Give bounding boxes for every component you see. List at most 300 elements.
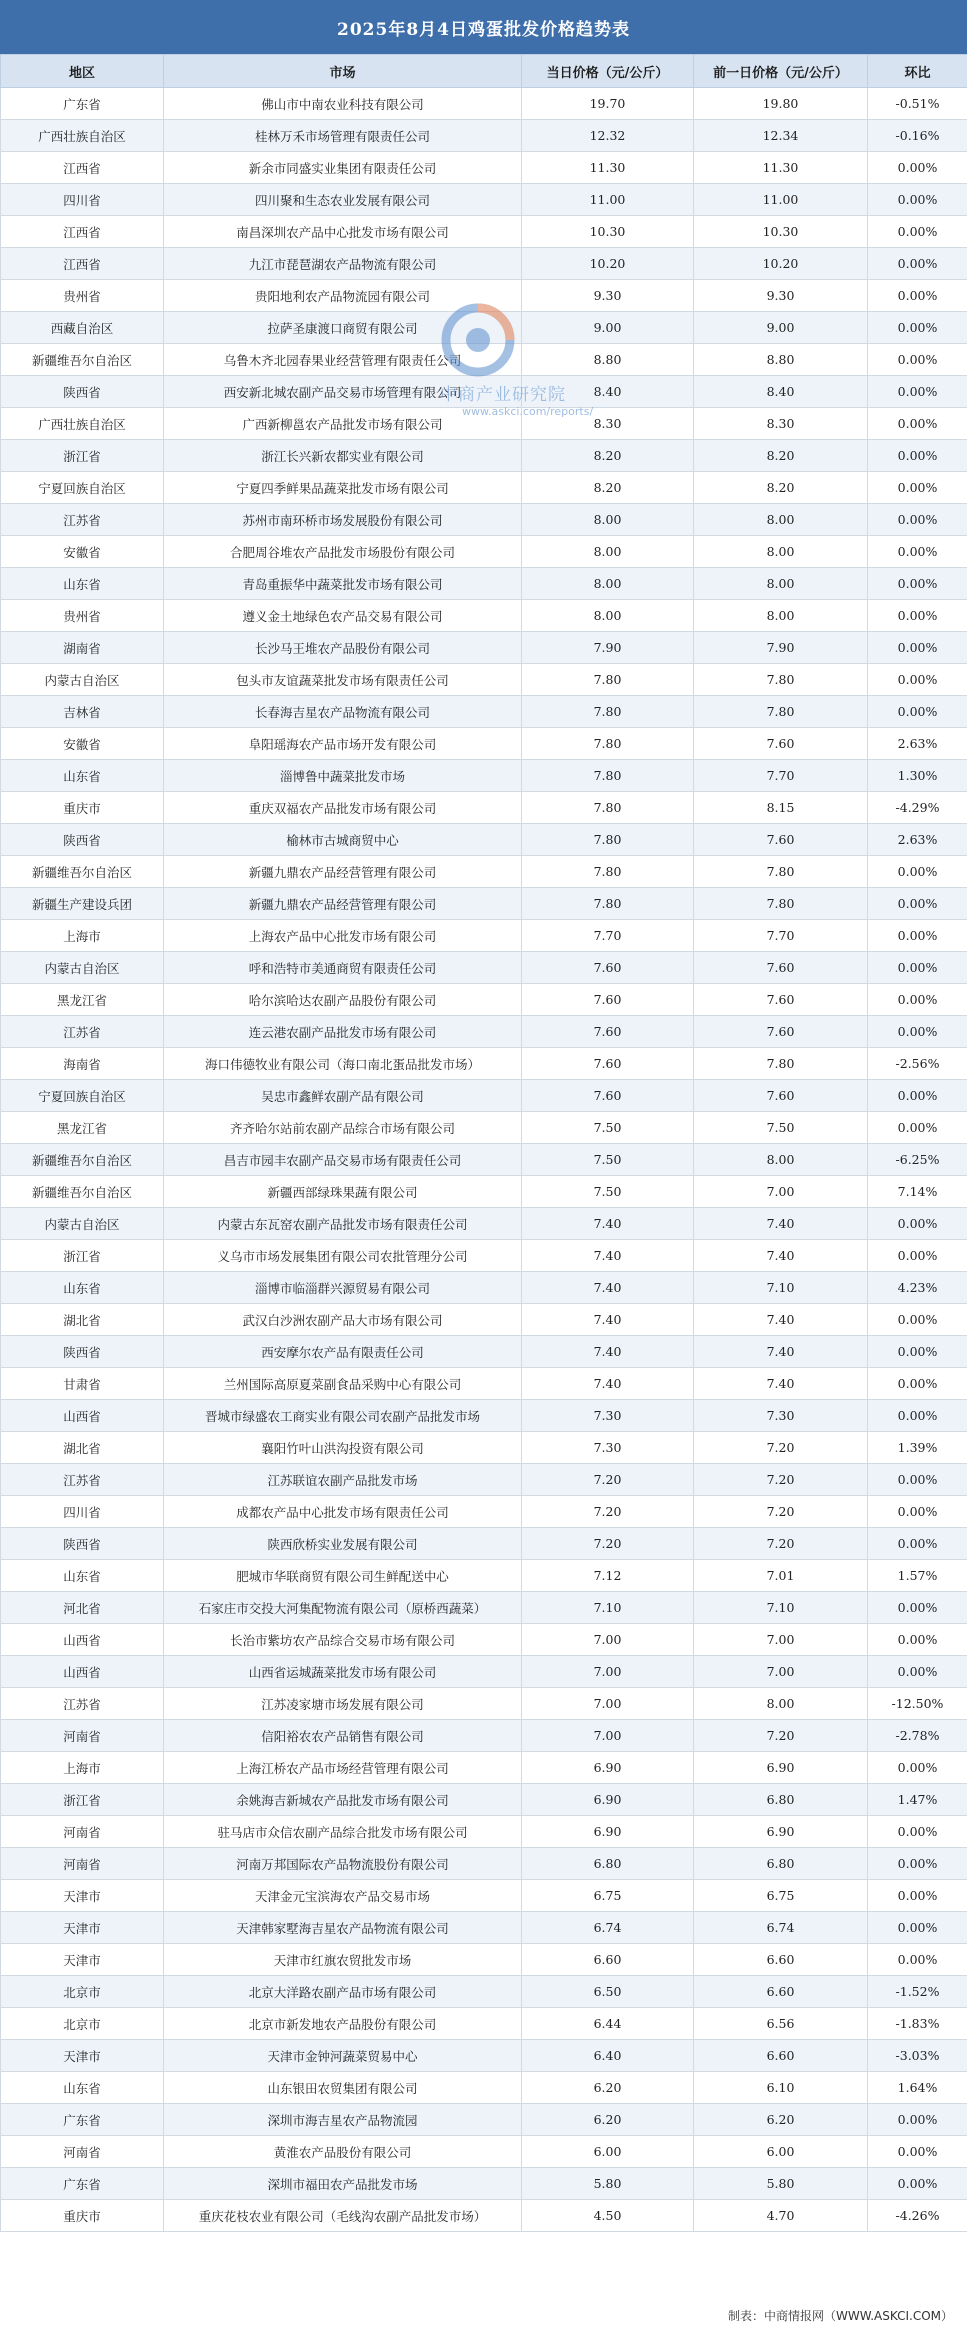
- header-today-price: 当日价格（元/公斤）: [522, 55, 694, 88]
- cell-prev-price: 7.60: [694, 824, 868, 856]
- table-row: [1, 1176, 967, 1208]
- cell-today-price: 7.80: [522, 664, 694, 696]
- cell-region: 北京市: [1, 1976, 164, 2008]
- cell-market: 贵阳地利农产品物流园有限公司: [164, 280, 522, 312]
- cell-prev-price: 7.40: [694, 1336, 868, 1368]
- cell-region: 江苏省: [1, 1688, 164, 1720]
- table-row: [1, 2200, 967, 2232]
- cell-prev-price: 10.30: [694, 216, 868, 248]
- cell-today-price: 6.50: [522, 1976, 694, 2008]
- cell-change: 0.00%: [868, 2104, 967, 2136]
- cell-change: 0.00%: [868, 696, 967, 728]
- cell-change: 4.23%: [868, 1272, 967, 1304]
- table-row: [1, 568, 967, 600]
- cell-today-price: 11.00: [522, 184, 694, 216]
- cell-change: 0.00%: [868, 1656, 967, 1688]
- cell-region: 黑龙江省: [1, 1112, 164, 1144]
- header-region: 地区: [1, 55, 164, 88]
- cell-region: 湖北省: [1, 1432, 164, 1464]
- cell-market: 上海农产品中心批发市场有限公司: [164, 920, 522, 952]
- cell-prev-price: 6.56: [694, 2008, 868, 2040]
- header-change: 环比: [868, 55, 967, 88]
- cell-region: 陕西省: [1, 376, 164, 408]
- cell-prev-price: 7.70: [694, 920, 868, 952]
- cell-prev-price: 7.40: [694, 1304, 868, 1336]
- table-row: [1, 1688, 967, 1720]
- cell-market: 海口伟德牧业有限公司（海口南北蛋品批发市场）: [164, 1048, 522, 1080]
- cell-market: 重庆花枝农业有限公司（毛线沟农副产品批发市场）: [164, 2200, 522, 2232]
- table-row: [1, 1528, 967, 1560]
- cell-change: 2.63%: [868, 728, 967, 760]
- cell-change: -1.83%: [868, 2008, 967, 2040]
- cell-prev-price: 6.90: [694, 1816, 868, 1848]
- cell-market: 长沙马王堆农产品股份有限公司: [164, 632, 522, 664]
- cell-market: 义乌市市场发展集团有限公司农批管理分公司: [164, 1240, 522, 1272]
- cell-market: 深圳市福田农产品批发市场: [164, 2168, 522, 2200]
- table-row: [1, 1048, 967, 1080]
- cell-market: 昌吉市园丰农副产品交易市场有限责任公司: [164, 1144, 522, 1176]
- cell-market: 桂林万禾市场管理有限责任公司: [164, 120, 522, 152]
- cell-change: -4.29%: [868, 792, 967, 824]
- cell-region: 天津市: [1, 1944, 164, 1976]
- cell-today-price: 8.40: [522, 376, 694, 408]
- cell-change: 0.00%: [868, 984, 967, 1016]
- cell-market: 武汉白沙洲农副产品大市场有限公司: [164, 1304, 522, 1336]
- cell-market: 山东银田农贸集团有限公司: [164, 2072, 522, 2104]
- table-row: [1, 1944, 967, 1976]
- cell-region: 山东省: [1, 760, 164, 792]
- cell-today-price: 6.90: [522, 1816, 694, 1848]
- table-row: [1, 696, 967, 728]
- cell-change: -0.51%: [868, 88, 967, 120]
- table-row: [1, 1208, 967, 1240]
- cell-prev-price: 6.60: [694, 1944, 868, 1976]
- table-row: [1, 856, 967, 888]
- cell-change: 0.00%: [868, 1208, 967, 1240]
- cell-today-price: 9.30: [522, 280, 694, 312]
- cell-market: 齐齐哈尔站前农副产品综合市场有限公司: [164, 1112, 522, 1144]
- cell-prev-price: 9.30: [694, 280, 868, 312]
- table-row: [1, 920, 967, 952]
- table-row: [1, 376, 967, 408]
- cell-market: 哈尔滨哈达农副产品股份有限公司: [164, 984, 522, 1016]
- cell-prev-price: 6.10: [694, 2072, 868, 2104]
- cell-prev-price: 7.00: [694, 1624, 868, 1656]
- cell-change: 0.00%: [868, 216, 967, 248]
- table-row: [1, 1240, 967, 1272]
- cell-region: 浙江省: [1, 1784, 164, 1816]
- cell-change: 0.00%: [868, 568, 967, 600]
- cell-today-price: 7.10: [522, 1592, 694, 1624]
- cell-region: 江西省: [1, 216, 164, 248]
- table-row: [1, 888, 967, 920]
- cell-today-price: 7.40: [522, 1368, 694, 1400]
- cell-market: 深圳市海吉星农产品物流园: [164, 2104, 522, 2136]
- cell-market: 北京市新发地农产品股份有限公司: [164, 2008, 522, 2040]
- table-row: [1, 600, 967, 632]
- cell-change: 0.00%: [868, 888, 967, 920]
- cell-market: 黄淮农产品股份有限公司: [164, 2136, 522, 2168]
- cell-today-price: 7.80: [522, 760, 694, 792]
- cell-prev-price: 8.00: [694, 600, 868, 632]
- cell-region: 浙江省: [1, 440, 164, 472]
- cell-change: 0.00%: [868, 1240, 967, 1272]
- cell-market: 肥城市华联商贸有限公司生鲜配送中心: [164, 1560, 522, 1592]
- cell-market: 青岛重振华中蔬菜批发市场有限公司: [164, 568, 522, 600]
- cell-today-price: 8.20: [522, 440, 694, 472]
- table-row: [1, 1656, 967, 1688]
- cell-market: 余姚海吉新城农产品批发市场有限公司: [164, 1784, 522, 1816]
- source-footer: 制表：中商情报网（WWW.ASKCI.COM）: [728, 2309, 953, 2323]
- cell-prev-price: 7.50: [694, 1112, 868, 1144]
- cell-region: 新疆生产建设兵团: [1, 888, 164, 920]
- cell-market: 内蒙古东瓦窑农副产品批发市场有限责任公司: [164, 1208, 522, 1240]
- table-row: [1, 472, 967, 504]
- cell-region: 内蒙古自治区: [1, 664, 164, 696]
- cell-prev-price: 10.20: [694, 248, 868, 280]
- table-row: [1, 2104, 967, 2136]
- cell-prev-price: 7.80: [694, 664, 868, 696]
- cell-prev-price: 7.40: [694, 1368, 868, 1400]
- cell-region: 山东省: [1, 1272, 164, 1304]
- cell-market: 呼和浩特市美通商贸有限责任公司: [164, 952, 522, 984]
- cell-today-price: 8.30: [522, 408, 694, 440]
- table-row: [1, 2072, 967, 2104]
- cell-region: 山西省: [1, 1400, 164, 1432]
- cell-today-price: 8.00: [522, 600, 694, 632]
- cell-prev-price: 8.15: [694, 792, 868, 824]
- cell-today-price: 10.20: [522, 248, 694, 280]
- cell-change: 0.00%: [868, 1336, 967, 1368]
- cell-prev-price: 6.80: [694, 1848, 868, 1880]
- cell-today-price: 6.74: [522, 1912, 694, 1944]
- cell-today-price: 7.40: [522, 1240, 694, 1272]
- cell-prev-price: 9.00: [694, 312, 868, 344]
- cell-region: 上海市: [1, 1752, 164, 1784]
- cell-change: 0.00%: [868, 1400, 967, 1432]
- cell-region: 陕西省: [1, 1528, 164, 1560]
- cell-market: 佛山市中南农业科技有限公司: [164, 88, 522, 120]
- cell-prev-price: 7.60: [694, 984, 868, 1016]
- cell-region: 浙江省: [1, 1240, 164, 1272]
- cell-region: 上海市: [1, 920, 164, 952]
- cell-region: 广东省: [1, 2168, 164, 2200]
- cell-market: 榆林市古城商贸中心: [164, 824, 522, 856]
- cell-change: 0.00%: [868, 408, 967, 440]
- cell-market: 新疆九鼎农产品经营管理有限公司: [164, 856, 522, 888]
- header-prev-price: 前一日价格（元/公斤）: [694, 55, 868, 88]
- table-row: [1, 408, 967, 440]
- cell-prev-price: 7.20: [694, 1496, 868, 1528]
- cell-region: 河南省: [1, 2136, 164, 2168]
- cell-region: 河北省: [1, 1592, 164, 1624]
- cell-today-price: 7.30: [522, 1432, 694, 1464]
- table-row: [1, 2040, 967, 2072]
- cell-prev-price: 7.20: [694, 1720, 868, 1752]
- cell-region: 宁夏回族自治区: [1, 472, 164, 504]
- cell-market: 四川聚和生态农业发展有限公司: [164, 184, 522, 216]
- cell-change: 0.00%: [868, 504, 967, 536]
- cell-change: 0.00%: [868, 1368, 967, 1400]
- cell-today-price: 7.20: [522, 1496, 694, 1528]
- cell-change: 0.00%: [868, 536, 967, 568]
- cell-market: 苏州市南环桥市场发展股份有限公司: [164, 504, 522, 536]
- table-row: [1, 120, 967, 152]
- cell-prev-price: 8.00: [694, 536, 868, 568]
- cell-region: 新疆维吾尔自治区: [1, 1144, 164, 1176]
- cell-today-price: 7.40: [522, 1272, 694, 1304]
- cell-region: 新疆维吾尔自治区: [1, 856, 164, 888]
- cell-today-price: 6.90: [522, 1784, 694, 1816]
- cell-today-price: 6.40: [522, 2040, 694, 2072]
- table-row: [1, 2008, 967, 2040]
- cell-today-price: 7.00: [522, 1720, 694, 1752]
- cell-market: 阜阳瑶海农产品市场开发有限公司: [164, 728, 522, 760]
- cell-prev-price: 7.40: [694, 1240, 868, 1272]
- table-row: [1, 984, 967, 1016]
- table-row: [1, 1080, 967, 1112]
- table-row: [1, 1304, 967, 1336]
- table-row: [1, 152, 967, 184]
- table-row: [1, 1400, 967, 1432]
- cell-market: 信阳裕农农产品销售有限公司: [164, 1720, 522, 1752]
- cell-prev-price: 6.20: [694, 2104, 868, 2136]
- cell-prev-price: 8.00: [694, 568, 868, 600]
- cell-region: 内蒙古自治区: [1, 952, 164, 984]
- cell-prev-price: 6.80: [694, 1784, 868, 1816]
- cell-region: 重庆市: [1, 2200, 164, 2232]
- cell-region: 黑龙江省: [1, 984, 164, 1016]
- cell-today-price: 7.60: [522, 984, 694, 1016]
- cell-region: 广东省: [1, 2104, 164, 2136]
- cell-region: 广东省: [1, 88, 164, 120]
- cell-market: 南昌深圳农产品中心批发市场有限公司: [164, 216, 522, 248]
- table-row: [1, 88, 967, 120]
- watermark-name: 中商产业研究院: [440, 385, 566, 405]
- cell-market: 江苏凌家塘市场发展有限公司: [164, 1688, 522, 1720]
- table-row: [1, 1784, 967, 1816]
- table-row: [1, 1848, 967, 1880]
- cell-prev-price: 6.60: [694, 2040, 868, 2072]
- cell-today-price: 7.50: [522, 1112, 694, 1144]
- table-row: [1, 728, 967, 760]
- cell-market: 上海江桥农产品市场经营管理有限公司: [164, 1752, 522, 1784]
- cell-change: 0.00%: [868, 248, 967, 280]
- table-row: [1, 1272, 967, 1304]
- cell-prev-price: 7.70: [694, 760, 868, 792]
- cell-market: 北京大洋路农副产品市场有限公司: [164, 1976, 522, 2008]
- cell-change: 0.00%: [868, 1848, 967, 1880]
- cell-prev-price: 7.10: [694, 1592, 868, 1624]
- cell-change: 0.00%: [868, 1816, 967, 1848]
- table-row: [1, 824, 967, 856]
- cell-change: 1.64%: [868, 2072, 967, 2104]
- cell-market: 新疆九鼎农产品经营管理有限公司: [164, 888, 522, 920]
- cell-region: 甘肃省: [1, 1368, 164, 1400]
- cell-today-price: 7.12: [522, 1560, 694, 1592]
- cell-market: 长治市紫坊农产品综合交易市场有限公司: [164, 1624, 522, 1656]
- cell-change: 7.14%: [868, 1176, 967, 1208]
- cell-today-price: 7.80: [522, 696, 694, 728]
- cell-today-price: 8.00: [522, 568, 694, 600]
- cell-change: 0.00%: [868, 920, 967, 952]
- cell-change: 1.30%: [868, 760, 967, 792]
- table-row: [1, 440, 967, 472]
- table-row: [1, 1592, 967, 1624]
- cell-today-price: 7.80: [522, 728, 694, 760]
- cell-prev-price: 7.01: [694, 1560, 868, 1592]
- table-row: [1, 248, 967, 280]
- cell-prev-price: 7.00: [694, 1176, 868, 1208]
- cell-change: -6.25%: [868, 1144, 967, 1176]
- cell-prev-price: 7.20: [694, 1432, 868, 1464]
- cell-today-price: 6.80: [522, 1848, 694, 1880]
- cell-prev-price: 19.80: [694, 88, 868, 120]
- table-row: [1, 1912, 967, 1944]
- cell-today-price: 6.75: [522, 1880, 694, 1912]
- cell-today-price: 7.60: [522, 952, 694, 984]
- cell-today-price: 4.50: [522, 2200, 694, 2232]
- cell-today-price: 6.00: [522, 2136, 694, 2168]
- cell-region: 海南省: [1, 1048, 164, 1080]
- table-row: [1, 1496, 967, 1528]
- cell-region: 河南省: [1, 1848, 164, 1880]
- cell-region: 贵州省: [1, 280, 164, 312]
- table-title: 2025年8月4日鸡蛋批发价格趋势表: [0, 0, 967, 54]
- cell-change: 0.00%: [868, 1944, 967, 1976]
- cell-market: 宁夏四季鲜果品蔬菜批发市场有限公司: [164, 472, 522, 504]
- cell-today-price: 7.00: [522, 1688, 694, 1720]
- cell-change: 0.00%: [868, 1592, 967, 1624]
- cell-prev-price: 8.00: [694, 1144, 868, 1176]
- table-row: [1, 952, 967, 984]
- cell-change: 2.63%: [868, 824, 967, 856]
- table-row: [1, 216, 967, 248]
- cell-market: 驻马店市众信农副产品综合批发市场有限公司: [164, 1816, 522, 1848]
- cell-change: 0.00%: [868, 472, 967, 504]
- cell-change: -3.03%: [868, 2040, 967, 2072]
- cell-change: 0.00%: [868, 344, 967, 376]
- cell-prev-price: 8.80: [694, 344, 868, 376]
- cell-change: 0.00%: [868, 280, 967, 312]
- cell-region: 江苏省: [1, 1016, 164, 1048]
- cell-market: 遵义金土地绿色农产品交易有限公司: [164, 600, 522, 632]
- table-row: [1, 280, 967, 312]
- cell-change: 0.00%: [868, 1528, 967, 1560]
- cell-today-price: 8.00: [522, 536, 694, 568]
- cell-market: 九江市琵琶湖农产品物流有限公司: [164, 248, 522, 280]
- cell-region: 山东省: [1, 1560, 164, 1592]
- cell-change: -0.16%: [868, 120, 967, 152]
- cell-today-price: 7.00: [522, 1656, 694, 1688]
- cell-region: 安徽省: [1, 536, 164, 568]
- cell-change: 0.00%: [868, 1304, 967, 1336]
- cell-region: 宁夏回族自治区: [1, 1080, 164, 1112]
- table-row: [1, 2168, 967, 2200]
- cell-change: -2.56%: [868, 1048, 967, 1080]
- cell-market: 新余市同盛实业集团有限责任公司: [164, 152, 522, 184]
- price-table: [0, 54, 967, 2232]
- cell-region: 陕西省: [1, 824, 164, 856]
- cell-today-price: 7.60: [522, 1016, 694, 1048]
- watermark-url: www.askci.com/reports/: [462, 405, 594, 418]
- cell-change: 0.00%: [868, 2136, 967, 2168]
- cell-change: 0.00%: [868, 1912, 967, 1944]
- cell-prev-price: 5.80: [694, 2168, 868, 2200]
- cell-change: 0.00%: [868, 312, 967, 344]
- cell-today-price: 7.40: [522, 1304, 694, 1336]
- cell-change: -12.50%: [868, 1688, 967, 1720]
- cell-change: 0.00%: [868, 440, 967, 472]
- cell-market: 西安新北城农副产品交易市场管理有限公司: [164, 376, 522, 408]
- cell-today-price: 6.60: [522, 1944, 694, 1976]
- table-row: [1, 1624, 967, 1656]
- cell-region: 陕西省: [1, 1336, 164, 1368]
- cell-today-price: 7.80: [522, 856, 694, 888]
- table-row: [1, 1560, 967, 1592]
- cell-change: 0.00%: [868, 632, 967, 664]
- cell-region: 内蒙古自治区: [1, 1208, 164, 1240]
- cell-today-price: 7.70: [522, 920, 694, 952]
- cell-prev-price: 7.80: [694, 856, 868, 888]
- cell-today-price: 8.00: [522, 504, 694, 536]
- cell-today-price: 19.70: [522, 88, 694, 120]
- cell-market: 天津韩家墅海吉星农产品物流有限公司: [164, 1912, 522, 1944]
- cell-today-price: 10.30: [522, 216, 694, 248]
- cell-market: 乌鲁木齐北园春果业经营管理有限责任公司: [164, 344, 522, 376]
- cell-prev-price: 8.20: [694, 472, 868, 504]
- table-row: [1, 1752, 967, 1784]
- cell-change: -1.52%: [868, 1976, 967, 2008]
- cell-change: 0.00%: [868, 1016, 967, 1048]
- cell-change: 0.00%: [868, 856, 967, 888]
- cell-today-price: 6.90: [522, 1752, 694, 1784]
- cell-prev-price: 7.20: [694, 1464, 868, 1496]
- cell-region: 贵州省: [1, 600, 164, 632]
- cell-region: 天津市: [1, 1880, 164, 1912]
- cell-today-price: 7.50: [522, 1176, 694, 1208]
- cell-region: 湖南省: [1, 632, 164, 664]
- cell-region: 湖北省: [1, 1304, 164, 1336]
- table-row: [1, 1336, 967, 1368]
- cell-today-price: 6.44: [522, 2008, 694, 2040]
- cell-region: 新疆维吾尔自治区: [1, 1176, 164, 1208]
- cell-region: 山西省: [1, 1656, 164, 1688]
- table-row: [1, 760, 967, 792]
- cell-today-price: 7.80: [522, 888, 694, 920]
- cell-market: 河南万邦国际农产品物流股份有限公司: [164, 1848, 522, 1880]
- cell-region: 江西省: [1, 248, 164, 280]
- cell-change: 0.00%: [868, 1496, 967, 1528]
- cell-market: 成都农产品中心批发市场有限责任公司: [164, 1496, 522, 1528]
- cell-prev-price: 12.34: [694, 120, 868, 152]
- cell-prev-price: 7.30: [694, 1400, 868, 1432]
- cell-market: 淄博鲁中蔬菜批发市场: [164, 760, 522, 792]
- cell-change: 1.57%: [868, 1560, 967, 1592]
- cell-today-price: 8.20: [522, 472, 694, 504]
- cell-market: 陕西欣桥实业发展有限公司: [164, 1528, 522, 1560]
- cell-market: 拉萨圣康渡口商贸有限公司: [164, 312, 522, 344]
- cell-prev-price: 7.20: [694, 1528, 868, 1560]
- cell-change: 0.00%: [868, 2168, 967, 2200]
- cell-prev-price: 7.10: [694, 1272, 868, 1304]
- header-market: 市场: [164, 55, 522, 88]
- cell-market: 山西省运城蔬菜批发市场有限公司: [164, 1656, 522, 1688]
- cell-region: 山东省: [1, 2072, 164, 2104]
- table-row: [1, 1112, 967, 1144]
- cell-market: 吴忠市鑫鲜农副产品有限公司: [164, 1080, 522, 1112]
- table-row: [1, 2136, 967, 2168]
